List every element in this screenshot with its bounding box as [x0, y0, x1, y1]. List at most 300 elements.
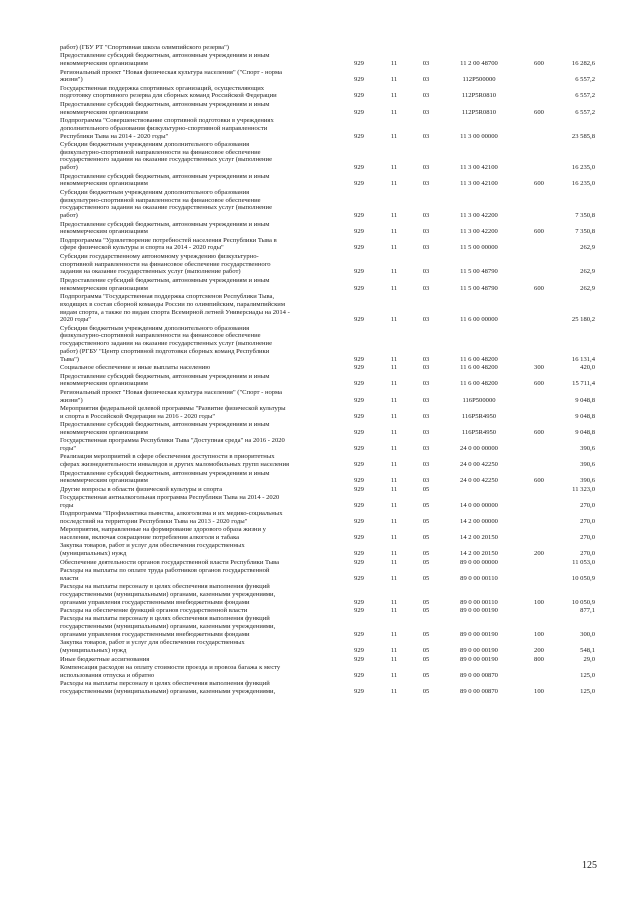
subsection-cell: 05: [422, 534, 430, 542]
description-line: Другие вопросы в области физической культуры и спорта: [60, 485, 223, 493]
description-line: Предоставление субсидий бюджетным, автономным учреждениям и иным: [60, 220, 270, 228]
subsection-cell: 05: [422, 671, 430, 679]
target-code-cell: 11 3 00 42200: [460, 212, 498, 220]
row-description: [60, 639, 350, 655]
target-code-cell: 89 0 00 00110: [460, 574, 498, 582]
description-line: сфере физической культуры и спорта на 2014 - 2020 годы": [60, 244, 224, 252]
target-code-cell: 11 3 00 42100: [460, 180, 498, 188]
target-code-cell: 89 0 00 00190: [460, 607, 498, 615]
amount-cell: 25 180,2: [571, 316, 595, 324]
description-line: некоммерческим организациям: [60, 284, 148, 292]
target-code-cell: 89 0 00 00870: [460, 671, 498, 679]
row-description: [60, 615, 350, 638]
section-cell: 11: [390, 92, 398, 100]
description-line: Тыва"): [60, 355, 79, 363]
row-description: [60, 559, 350, 567]
description-line: некоммерческим организациям: [60, 108, 148, 116]
description-line: государственными (муниципальными) органами, казенными учреждениями,: [60, 687, 276, 695]
expense-type-cell: 600: [534, 284, 544, 292]
expense-type-cell: 100: [534, 630, 544, 638]
section-cell: 11: [390, 364, 398, 372]
description-line: физкультурно-спортивной направленности на финансовое обеспечение: [60, 148, 261, 156]
subsection-cell: 05: [422, 550, 430, 558]
description-line: физкультурно-спортивной направленности на финансовое обеспечение: [60, 196, 261, 204]
section-cell: 11: [390, 412, 398, 420]
section-cell: 11: [390, 316, 398, 324]
admin-code-cell: 929: [354, 212, 364, 220]
row-description: [60, 277, 350, 293]
admin-code-cell: 929: [354, 396, 364, 404]
admin-code-cell: 929: [354, 647, 364, 655]
section-cell: 11: [390, 108, 398, 116]
amount-cell: 9 048,8: [575, 396, 595, 404]
description-line: населения, включая сокращение потребления алкоголя и табака: [60, 534, 240, 542]
description-line: Подпрограмма "Государственная поддержка спортсменов Республики Тыва,: [60, 292, 275, 300]
row-description: [60, 486, 350, 494]
description-line: Закупка товаров, работ и услуг для обеспечения государственных: [60, 542, 245, 550]
description-line: Предоставление субсидий бюджетным, автономным учреждениям и иным: [60, 172, 270, 180]
amount-cell: 262,9: [580, 284, 595, 292]
target-code-cell: 24 0 00 42250: [460, 477, 498, 485]
description-line: работ): [60, 212, 78, 220]
amount-cell: 23 585,8: [571, 132, 595, 140]
row-description: [60, 325, 350, 364]
description-line: 2020 годы": [60, 316, 91, 324]
admin-code-cell: 929: [354, 228, 364, 236]
target-code-cell: 11 5 00 00000: [460, 244, 498, 252]
description-line: органами управления государственными внебюджетными фондами: [60, 598, 250, 606]
admin-code-cell: 929: [354, 574, 364, 582]
amount-cell: 262,9: [580, 244, 595, 252]
amount-cell: 6 557,2: [575, 76, 595, 84]
row-description: [60, 44, 350, 52]
description-line: Государственная поддержка спортивных организаций, осуществляющих: [60, 84, 265, 92]
row-description: [60, 510, 350, 526]
row-description: [60, 453, 350, 469]
description-line: Мероприятия, направленные на формирование здорового образа жизни у: [60, 526, 266, 534]
row-description: [60, 583, 350, 606]
amount-cell: 125,0: [580, 671, 595, 679]
amount-cell: 877,1: [580, 607, 595, 615]
target-code-cell: 11 6 00 48200: [460, 364, 498, 372]
section-cell: 11: [390, 228, 398, 236]
section-cell: 11: [390, 444, 398, 452]
description-line: Субсидии государственному автономному учреждению физкультурно-: [60, 252, 259, 260]
row-description: [60, 52, 350, 68]
description-line: сферах жизнедеятельности инвалидов и других маломобильных групп населения: [60, 461, 290, 469]
description-line: работ) (РГБУ "Центр спортивной подготовки сборных команд Республики: [60, 348, 270, 356]
row-description: [60, 373, 350, 389]
admin-code-cell: 929: [354, 364, 364, 372]
admin-code-cell: 929: [354, 180, 364, 188]
section-cell: 11: [390, 550, 398, 558]
row-description: [60, 656, 350, 664]
amount-cell: 16 235,0: [571, 164, 595, 172]
section-cell: 11: [390, 485, 398, 493]
amount-cell: 7 350,8: [575, 212, 595, 220]
subsection-cell: 05: [422, 655, 430, 663]
description-line: Обеспечение деятельности органов государственной власти Республики Тыва: [60, 558, 280, 566]
row-description: [60, 189, 350, 220]
admin-code-cell: 929: [354, 534, 364, 542]
target-code-cell: 11 2 00 48700: [460, 60, 498, 68]
section-cell: 11: [390, 60, 398, 68]
target-code-cell: 11 3 00 42200: [460, 228, 498, 236]
expense-type-cell: 600: [534, 428, 544, 436]
amount-cell: 9 048,8: [575, 428, 595, 436]
description-line: входящих в состав сборной команды России по олимпийским, паралимпийским: [60, 300, 286, 308]
description-line: Предоставление субсидий бюджетным, автономным учреждениям и иным: [60, 372, 270, 380]
admin-code-cell: 929: [354, 598, 364, 606]
description-line: государственными (муниципальными) органами, казенными учреждениями,: [60, 590, 276, 598]
section-cell: 11: [390, 517, 398, 525]
subsection-cell: 03: [422, 76, 430, 84]
amount-cell: 6 557,2: [575, 108, 595, 116]
admin-code-cell: 929: [354, 164, 364, 172]
expense-type-cell: 300: [534, 364, 544, 372]
admin-code-cell: 929: [354, 132, 364, 140]
description-line: Расходы на выплаты по оплате труда работников органов государственной: [60, 566, 270, 574]
amount-cell: 390,6: [580, 477, 595, 485]
target-code-cell: 116P5R4950: [461, 428, 497, 436]
amount-cell: 300,0: [580, 630, 595, 638]
target-code-cell: 14 2 00 20150: [460, 550, 498, 558]
section-cell: 11: [390, 132, 398, 140]
row-description: [60, 101, 350, 117]
description-line: Предоставление субсидий бюджетным, автономным учреждениям и иным: [60, 52, 270, 60]
admin-code-cell: 929: [354, 284, 364, 292]
section-cell: 11: [390, 607, 398, 615]
description-line: дополнительного образования физкультурно-спортивной направленности: [60, 124, 268, 132]
description-line: жизни"): [60, 76, 83, 84]
admin-code-cell: 929: [354, 558, 364, 566]
row-description: [60, 607, 350, 615]
target-code-cell: 11 3 00 42100: [460, 164, 498, 172]
amount-cell: 548,1: [580, 647, 595, 655]
target-code-cell: 112P5R0810: [461, 108, 497, 116]
row-description: [60, 470, 350, 486]
target-code-cell: 11 6 00 00000: [460, 316, 498, 324]
row-description: [60, 237, 350, 253]
target-code-cell: 11 6 00 48200: [460, 355, 498, 363]
amount-cell: 125,0: [580, 687, 595, 695]
subsection-cell: 03: [422, 444, 430, 452]
description-line: некоммерческим организациям: [60, 60, 148, 68]
section-cell: 11: [390, 355, 398, 363]
subsection-cell: 05: [422, 607, 430, 615]
subsection-cell: 03: [422, 164, 430, 172]
row-description: [60, 85, 350, 101]
section-cell: 11: [390, 671, 398, 679]
admin-code-cell: 929: [354, 501, 364, 509]
subsection-cell: 05: [422, 687, 430, 695]
admin-code-cell: 929: [354, 477, 364, 485]
description-line: работ) (ГБУ РТ "Спортивная школа олимпийского резерва"): [60, 44, 229, 51]
description-line: Подпрограмма "Удовлетворение потребностей населения Республики Тыва в: [60, 236, 277, 244]
target-code-cell: 89 0 00 00870: [460, 687, 498, 695]
admin-code-cell: 929: [354, 108, 364, 116]
section-cell: 11: [390, 598, 398, 606]
subsection-cell: 05: [422, 574, 430, 582]
amount-cell: 11 323,0: [572, 485, 595, 493]
admin-code-cell: 929: [354, 60, 364, 68]
description-line: власти: [60, 574, 79, 582]
expense-type-cell: 800: [534, 655, 544, 663]
subsection-cell: 05: [422, 598, 430, 606]
expense-type-cell: 600: [534, 380, 544, 388]
amount-cell: 16 235,0: [571, 180, 595, 188]
amount-cell: 16 282,6: [571, 60, 595, 68]
amount-cell: 10 050,9: [571, 574, 595, 582]
subsection-cell: 05: [422, 630, 430, 638]
admin-code-cell: 929: [354, 607, 364, 615]
amount-cell: 270,0: [580, 534, 595, 542]
description-line: Подпрограмма "Совершенствование спортивной подготовки в учреждениях: [60, 116, 274, 124]
description-line: работ): [60, 164, 78, 172]
amount-cell: 29,0: [583, 655, 595, 663]
row-description: [60, 221, 350, 237]
section-cell: 11: [390, 558, 398, 566]
expense-type-cell: 600: [534, 60, 544, 68]
description-line: Закупка товаров, работ и услуг для обеспечения государственных: [60, 639, 245, 647]
admin-code-cell: 929: [354, 444, 364, 452]
admin-code-cell: 929: [354, 355, 364, 363]
description-line: Мероприятия федеральной целевой программы "Развитие физической культуры: [60, 404, 286, 412]
description-line: и спорта в Российской Федерации на 2016 - 2020 годы": [60, 412, 216, 420]
admin-code-cell: 929: [354, 517, 364, 525]
row-description: [60, 253, 350, 276]
target-code-cell: 14 0 00 00000: [460, 501, 498, 509]
subsection-cell: 03: [422, 132, 430, 140]
section-cell: 11: [390, 396, 398, 404]
expense-type-cell: 100: [534, 687, 544, 695]
description-line: подготовку спортивного резерва для сборных команд Российской Федерации: [60, 92, 277, 100]
row-description: [60, 293, 350, 324]
row-description: [60, 173, 350, 189]
admin-code-cell: 929: [354, 485, 364, 493]
subsection-cell: 05: [422, 501, 430, 509]
expense-type-cell: 600: [534, 228, 544, 236]
subsection-cell: 03: [422, 355, 430, 363]
target-code-cell: 116P5R4950: [461, 412, 497, 420]
description-line: некоммерческим организациям: [60, 428, 148, 436]
section-cell: 11: [390, 647, 398, 655]
target-code-cell: 24 0 00 00000: [460, 444, 498, 452]
subsection-cell: 03: [422, 412, 430, 420]
subsection-cell: 03: [422, 92, 430, 100]
description-line: Предоставление субсидий бюджетным, автономным учреждениям и иным: [60, 276, 270, 284]
admin-code-cell: 929: [354, 316, 364, 324]
section-cell: 11: [390, 212, 398, 220]
description-line: Расходы на выплаты персоналу в целях обеспечения выполнения функций: [60, 583, 270, 591]
description-line: (муниципальных) нужд: [60, 550, 127, 558]
target-code-cell: 116P500000: [462, 396, 496, 404]
subsection-cell: 03: [422, 60, 430, 68]
amount-cell: 270,0: [580, 550, 595, 558]
row-description: [60, 364, 350, 372]
target-code-cell: 24 0 00 42250: [460, 461, 498, 469]
description-line: (муниципальных) нужд: [60, 647, 127, 655]
section-cell: 11: [390, 461, 398, 469]
row-description: [60, 680, 350, 696]
section-cell: 11: [390, 180, 398, 188]
subsection-cell: 03: [422, 212, 430, 220]
subsection-cell: 03: [422, 396, 430, 404]
description-line: спортивной направленности на финансовое обеспечение государственного: [60, 260, 271, 268]
row-description: [60, 494, 350, 510]
description-line: жизни"): [60, 396, 83, 404]
amount-cell: 15 711,4: [572, 380, 595, 388]
expense-type-cell: 600: [534, 477, 544, 485]
section-cell: 11: [390, 268, 398, 276]
description-line: Расходы на выплаты персоналу в целях обеспечения выполнения функций: [60, 615, 270, 623]
subsection-cell: 03: [422, 180, 430, 188]
amount-cell: 420,0: [580, 364, 595, 372]
subsection-cell: 03: [422, 477, 430, 485]
expense-type-cell: 200: [534, 550, 544, 558]
subsection-cell: 05: [422, 517, 430, 525]
section-cell: 11: [390, 284, 398, 292]
row-description: [60, 141, 350, 172]
description-line: последствий на территории Республики Тыва на 2013 - 2020 годы": [60, 517, 248, 525]
description-line: государственными (муниципальными) органами, казенными учреждениями,: [60, 623, 276, 631]
description-line: задания на оказание государственных услуг (выполнение работ): [60, 268, 241, 276]
description-line: государственного задания на оказание государственных услуг (выполнение: [60, 204, 273, 212]
section-cell: 11: [390, 428, 398, 436]
admin-code-cell: 929: [354, 268, 364, 276]
row-description: [60, 405, 350, 421]
description-line: Компенсация расходов на оплату стоимости проезда и провоза багажа к месту: [60, 663, 281, 671]
target-code-cell: 89 0 00 00110: [460, 598, 498, 606]
description-line: Расходы на выплаты персоналу в целях обеспечения выполнения функций: [60, 680, 270, 687]
description-line: Субсидии бюджетным учреждениям дополнительного образования: [60, 140, 250, 148]
amount-cell: 6 557,2: [575, 92, 595, 100]
description-line: некоммерческим организациям: [60, 228, 148, 236]
target-code-cell: 11 3 00 00000: [460, 132, 498, 140]
section-cell: 11: [390, 244, 398, 252]
description-line: Предоставление субсидий бюджетным, автономным учреждениям и иным: [60, 421, 270, 429]
section-cell: 11: [390, 164, 398, 172]
target-code-cell: 89 0 00 00000: [460, 558, 498, 566]
amount-cell: 11 053,0: [572, 558, 595, 566]
target-code-cell: 11 5 00 48790: [460, 268, 498, 276]
row-description: [60, 421, 350, 437]
section-cell: 11: [390, 630, 398, 638]
amount-cell: 16 131,4: [571, 355, 595, 363]
row-description: [60, 567, 350, 583]
subsection-cell: 03: [422, 284, 430, 292]
subsection-cell: 03: [422, 461, 430, 469]
description-line: Реализация мероприятий в сфере обеспечения доступности в приоритетных: [60, 453, 275, 461]
admin-code-cell: 929: [354, 687, 364, 695]
description-line: Социальное обеспечение и иные выплаты населению: [60, 364, 211, 372]
amount-cell: 390,6: [580, 461, 595, 469]
row-description: [60, 69, 350, 85]
description-line: Государственная программа Республики Тыва "Доступная среда" на 2016 - 2020: [60, 437, 285, 445]
section-cell: 11: [390, 687, 398, 695]
target-code-cell: 112P5R0810: [461, 92, 497, 100]
description-line: Региональный проект "Новая физическая культура населения" ("Спорт - норма: [60, 388, 283, 396]
expense-type-cell: 200: [534, 647, 544, 655]
description-line: Республики Тыва на 2014 - 2020 годы": [60, 132, 169, 140]
target-code-cell: 89 0 00 00190: [460, 630, 498, 638]
row-description: [60, 526, 350, 542]
amount-cell: 9 048,8: [575, 412, 595, 420]
description-line: Субсидии бюджетным учреждениям дополнительного образования: [60, 324, 250, 332]
amount-cell: 7 350,8: [575, 228, 595, 236]
admin-code-cell: 929: [354, 92, 364, 100]
subsection-cell: 03: [422, 428, 430, 436]
section-cell: 11: [390, 655, 398, 663]
section-cell: 11: [390, 76, 398, 84]
subsection-cell: 05: [422, 558, 430, 566]
section-cell: 11: [390, 477, 398, 485]
admin-code-cell: 929: [354, 630, 364, 638]
amount-cell: 262,9: [580, 268, 595, 276]
description-line: Предоставление субсидий бюджетным, автономным учреждениям и иным: [60, 469, 270, 477]
row-description: [60, 664, 350, 680]
admin-code-cell: 929: [354, 244, 364, 252]
section-cell: 11: [390, 501, 398, 509]
subsection-cell: 03: [422, 268, 430, 276]
description-line: государственного задания на оказание государственных услуг (выполнение: [60, 340, 273, 348]
subsection-cell: 05: [422, 485, 430, 493]
description-line: годы: [60, 501, 74, 509]
description-line: Предоставление субсидий бюджетным, автономным учреждениям и иным: [60, 100, 270, 108]
page-number: 125: [582, 860, 597, 871]
target-code-cell: 112P500000: [462, 76, 496, 84]
description-line: Региональный проект "Новая физическая культура населения" ("Спорт - норма: [60, 68, 283, 76]
amount-cell: 10 050,9: [571, 598, 595, 606]
admin-code-cell: 929: [354, 655, 364, 663]
admin-code-cell: 929: [354, 380, 364, 388]
description-line: государственного задания на оказание государственных услуг (выполнение: [60, 156, 273, 164]
section-cell: 11: [390, 574, 398, 582]
description-line: годы": [60, 444, 77, 452]
description-line: физкультурно-спортивной направленности на финансовое обеспечение: [60, 332, 261, 340]
description-line: некоммерческим организациям: [60, 180, 148, 188]
description-line: видам спорта, а также по видам спорта Всемирной летней Универсиады на 2014 -: [60, 308, 290, 316]
amount-cell: 270,0: [580, 501, 595, 509]
target-code-cell: 11 5 00 48790: [460, 284, 498, 292]
row-description: [60, 117, 350, 140]
subsection-cell: 03: [422, 364, 430, 372]
row-description: [60, 389, 350, 405]
description-line: некоммерческим организациям: [60, 477, 148, 485]
expense-type-cell: 100: [534, 598, 544, 606]
admin-code-cell: 929: [354, 671, 364, 679]
admin-code-cell: 929: [354, 76, 364, 84]
subsection-cell: 03: [422, 228, 430, 236]
subsection-cell: 03: [422, 316, 430, 324]
row-description: [60, 437, 350, 453]
description-line: Государственная антиалкогольная программа Республики Тыва на 2014 - 2020: [60, 494, 280, 501]
row-description: [60, 542, 350, 558]
description-line: органами управления государственными внебюджетными фондами: [60, 630, 250, 638]
admin-code-cell: 929: [354, 461, 364, 469]
subsection-cell: 03: [422, 244, 430, 252]
target-code-cell: 89 0 00 00190: [460, 655, 498, 663]
section-cell: 11: [390, 534, 398, 542]
target-code-cell: 14 2 00 20150: [460, 534, 498, 542]
admin-code-cell: 929: [354, 550, 364, 558]
admin-code-cell: 929: [354, 412, 364, 420]
description-line: Расходы на обеспечение функций органов государственной власти: [60, 607, 248, 615]
admin-code-cell: 929: [354, 428, 364, 436]
section-cell: 11: [390, 380, 398, 388]
amount-cell: 270,0: [580, 517, 595, 525]
amount-cell: 390,6: [580, 444, 595, 452]
